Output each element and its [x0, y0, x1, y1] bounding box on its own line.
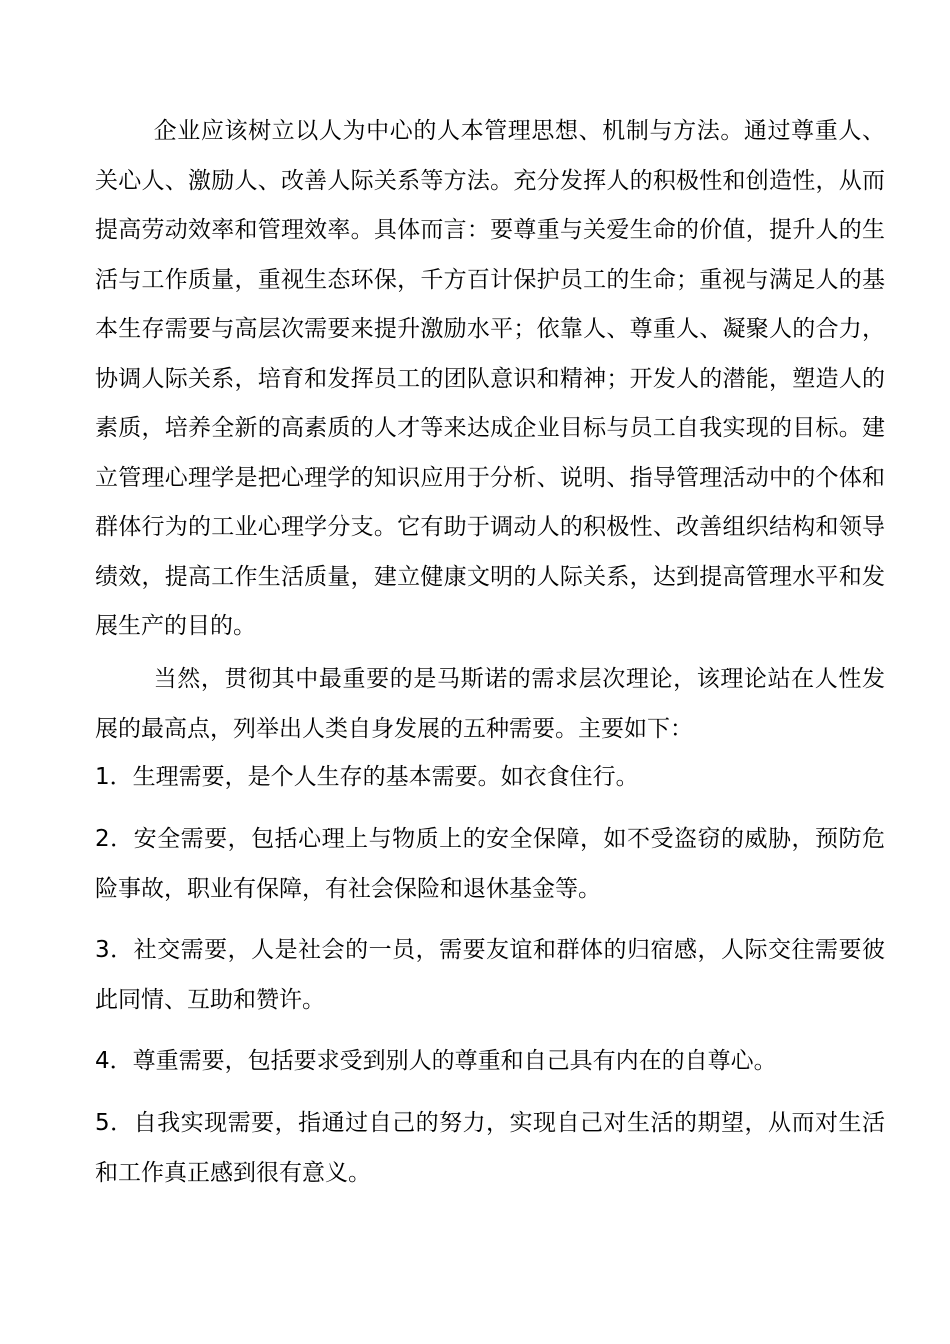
body-paragraph — [95, 655, 885, 754]
paragraph-text: 企业应该树立以人为中心的人本管理思想、机制与方法。通过尊重人、关心人、激励人、改善人际关系等方法。充分发挥人的积极性和创造性，从而提高劳动效率和管理效率。具体而言：要尊重与关爱生命的价值，提升人的生活与工作质量，重视生态环保，千方百计保护员工的生命；重视与满足人的基本生存需要与高层次需要来提升激励水平；依靠人、尊重人、凝聚人的合力，协调人际关系，培育和发挥员工的团队意识和精神；开发人的潜能，塑造人的素质，培养全新的高素质的人才等来达成企业目标与员工自我实现的目标。建立管理心理学是把心理学的知识应用于分析、说明、指导管理活动中的个体和群体行为的工业心理学分支。它有助于调动人的积极性、改善组织结构和领导绩效，提高工作生活质量，建立健康文明的人际关系，达到提高管理水平和发展生产的目的。 — [95, 118, 885, 639]
list-item: 2．安全需要，包括心理上与物质上的安全保障，如不受盗窃的威胁，预防危险事故，职业有保障，有社会保险和退休基金等。 — [95, 826, 885, 902]
paragraph-text: 当然，贯彻其中最重要的是马斯诺的需求层次理论，该理论站在人性发展的最高点，列举出人类自身发展的五种需要。主要如下： — [95, 666, 885, 742]
body-paragraph — [95, 107, 885, 652]
list-item: 3．社交需要，人是社会的一员，需要友谊和群体的归宿感，人际交往需要彼此同情、互助和赞许。 — [95, 937, 885, 1013]
list-item: 5．自我实现需要，指通过自己的努力，实现自己对生活的期望，从而对生活和工作真正感到很有意义。 — [95, 1110, 885, 1186]
list-item: 4．尊重需要，包括要求受到别人的尊重和自己具有内在的自尊心。 — [95, 1048, 777, 1074]
list-item: 1．生理需要，是个人生存的基本需要。如衣食住行。 — [95, 764, 639, 790]
